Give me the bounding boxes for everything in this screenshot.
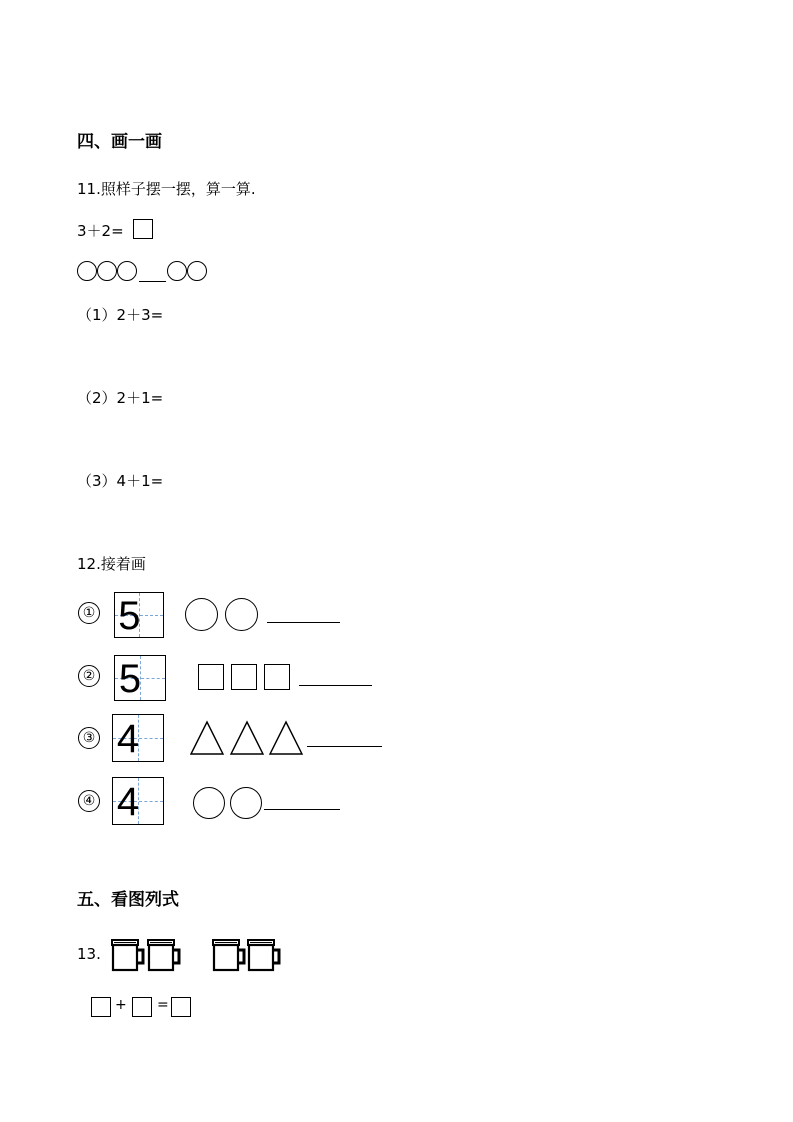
answer-box[interactable] xyxy=(133,219,153,239)
example-circle xyxy=(167,261,187,281)
cup-icon xyxy=(110,938,146,972)
section-4-title: 四、画一画 xyxy=(77,132,162,152)
tian-grid-box xyxy=(114,592,164,638)
grid-digit: 4 xyxy=(116,780,140,824)
triangle-shape xyxy=(270,722,302,754)
example-circle xyxy=(97,261,117,281)
cup-icon xyxy=(246,938,282,972)
answer-line xyxy=(267,622,340,623)
answer-line xyxy=(307,746,382,747)
equals-sign: = xyxy=(157,997,169,1013)
plus-sign: + xyxy=(115,997,127,1013)
grid-digit: 5 xyxy=(118,594,141,638)
tian-grid-box xyxy=(114,655,166,701)
addend-box-2[interactable] xyxy=(132,997,152,1017)
row-marker: ③ xyxy=(78,727,100,749)
question-11-item-1: （1）2＋3= xyxy=(77,306,164,324)
example-circle xyxy=(117,261,137,281)
question-12-title: 12.接着画 xyxy=(77,555,146,573)
cup-icon xyxy=(211,938,247,972)
row-marker: ① xyxy=(78,602,100,624)
triangle-shape xyxy=(231,722,263,754)
circle-shape xyxy=(230,787,262,819)
cup-icon xyxy=(146,938,182,972)
question-11-item-2: （2）2＋1= xyxy=(77,389,164,407)
sum-box[interactable] xyxy=(171,997,191,1017)
question-11-title: 11.照样子摆一摆，算一算. xyxy=(77,180,256,198)
tian-grid-box xyxy=(112,714,164,762)
circle-shape xyxy=(185,598,218,631)
example-equation: 3＋2= xyxy=(77,222,124,240)
triangle-shapes xyxy=(190,720,305,756)
tian-grid-box xyxy=(112,777,164,825)
answer-line xyxy=(264,809,340,810)
example-circle xyxy=(187,261,207,281)
answer-line xyxy=(299,685,372,686)
example-gap-line xyxy=(139,281,166,282)
question-13-label: 13. xyxy=(77,945,101,963)
grid-digit: 5 xyxy=(118,657,142,701)
circle-shape xyxy=(225,598,258,631)
square-shape xyxy=(198,664,224,690)
addend-box-1[interactable] xyxy=(91,997,111,1017)
triangle-shape xyxy=(191,722,223,754)
square-shape xyxy=(231,664,257,690)
question-11-item-3: （3）4＋1= xyxy=(77,472,164,490)
row-marker: ④ xyxy=(78,790,100,812)
circle-shape xyxy=(193,787,225,819)
section-5-title: 五、看图列式 xyxy=(77,890,179,910)
example-circle xyxy=(77,261,97,281)
grid-digit: 4 xyxy=(116,717,140,761)
row-marker: ② xyxy=(78,665,100,687)
square-shape xyxy=(264,664,290,690)
